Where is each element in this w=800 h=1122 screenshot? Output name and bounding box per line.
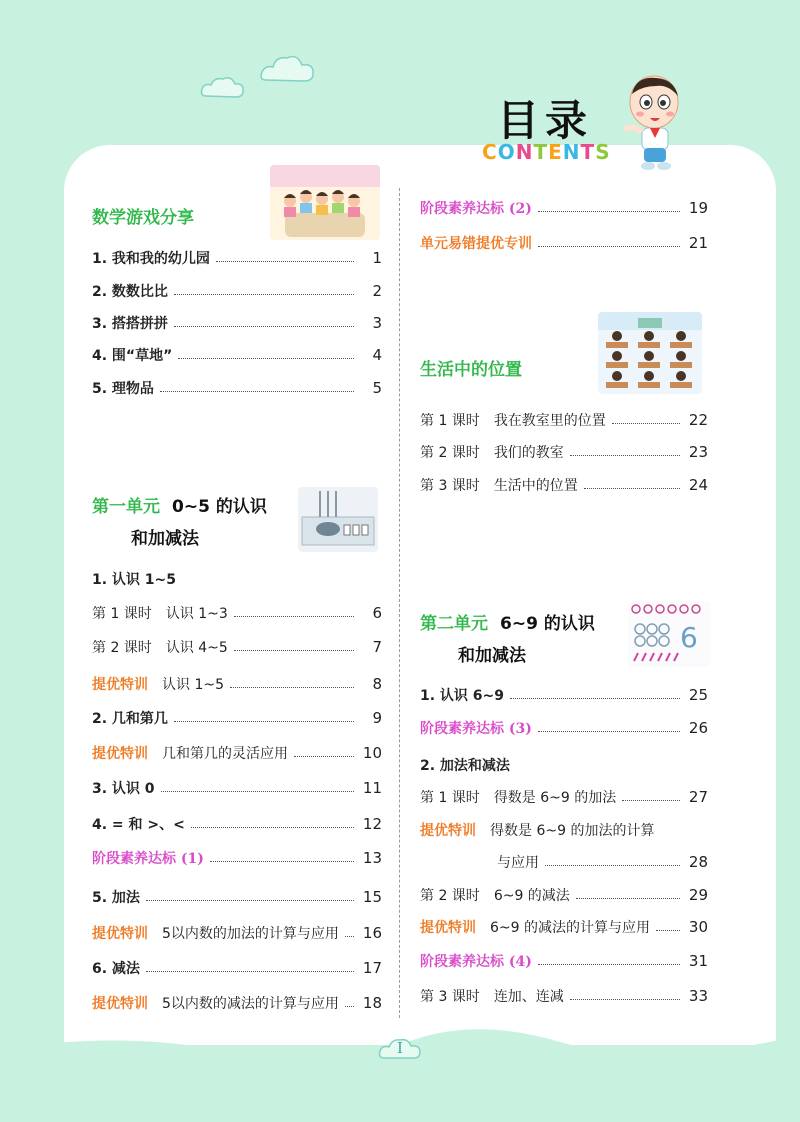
toc-row[interactable]: [420, 232, 708, 254]
page-number-badge: [378, 1036, 422, 1062]
leader-dots: [345, 936, 354, 937]
toc-row[interactable]: [92, 742, 382, 764]
leader-dots: [230, 687, 354, 688]
leader-dots: [216, 261, 354, 262]
lesson-tag: 第 2 课时: [420, 888, 480, 904]
toc-row[interactable]: [420, 786, 708, 808]
toc-label: 6~9 的减法的计算与应用: [490, 920, 650, 936]
toc-page: 29: [688, 886, 708, 904]
toc-row[interactable]: [92, 280, 382, 302]
toc-page: 10: [362, 744, 382, 762]
subtitle-letter: O: [497, 140, 516, 164]
toc-label: 4. 围“草地”: [92, 348, 173, 364]
leader-dots: [538, 731, 680, 732]
toc-page: 26: [688, 719, 708, 737]
toc-row[interactable]: [92, 922, 382, 944]
leader-dots: [570, 455, 680, 456]
toc-page: 17: [362, 959, 382, 977]
svg-text:6: 6: [680, 621, 698, 654]
leader-dots: [576, 898, 680, 899]
leader-dots: [234, 616, 354, 617]
toc-row[interactable]: [92, 707, 382, 729]
leader-dots: [146, 971, 354, 972]
toc-page: 2: [372, 282, 382, 300]
toc-page: 25: [688, 686, 708, 704]
toc-label: 2. 数数比比: [92, 284, 168, 300]
leader-dots: [538, 246, 680, 247]
toc-label: 2. 加法和减法: [420, 758, 510, 774]
leader-dots: [622, 800, 680, 801]
leader-dots: [538, 964, 680, 965]
toc-page: 5: [372, 379, 382, 397]
classroom-illustration: [598, 312, 702, 394]
toc-row[interactable]: [92, 777, 382, 799]
toc-page: 28: [688, 853, 708, 871]
toc-label: 几和第几的灵活应用: [162, 746, 288, 762]
toc-row[interactable]: [420, 441, 708, 463]
leader-dots: [210, 861, 354, 862]
toc-label: 得数是 6~9 的加法: [493, 790, 617, 806]
cloud-icon: [198, 72, 248, 102]
toc-page: 13: [362, 849, 382, 867]
toc-heading[interactable]: [92, 568, 382, 590]
leader-dots: [545, 865, 680, 866]
leader-dots: [656, 930, 680, 931]
toc-label: 3. 搭搭拼拼: [92, 316, 168, 332]
leader-dots: [584, 488, 680, 489]
toc-label: 3. 认识 0: [92, 781, 155, 797]
toc-page: 18: [362, 994, 382, 1012]
training-tag: 提优特训: [92, 746, 148, 762]
contents-subtitle: [482, 140, 611, 164]
unit-title-line2: 和加减法: [458, 646, 526, 666]
leader-dots: [612, 423, 680, 424]
toc-label: 认识 4~5: [165, 640, 228, 656]
page-title: 目录: [497, 96, 594, 145]
unit-subject: 6~9 的认识: [500, 614, 595, 634]
toc-label: 1. 我和我的幼儿园: [92, 251, 210, 267]
toc-row[interactable]: [420, 819, 708, 841]
leader-dots: [161, 791, 354, 792]
leader-dots: [538, 211, 680, 212]
section-title-math-games: 数学游戏分享: [92, 208, 194, 228]
toc-row[interactable]: [92, 813, 382, 835]
toc-row[interactable]: [92, 847, 382, 869]
lesson-tag: 第 2 课时: [420, 445, 480, 461]
training-tag: 提优特训: [92, 677, 148, 693]
section-title-position: 生活中的位置: [420, 360, 522, 380]
toc-label: 6~9 的减法: [493, 888, 570, 904]
toc-page: 21: [688, 234, 708, 252]
toc-page: 12: [362, 815, 382, 833]
subtitle-letter: T: [580, 140, 596, 164]
training-tag: 提优特训: [420, 920, 476, 936]
unit-title: [420, 609, 595, 634]
toc-label: 5. 理物品: [92, 381, 154, 397]
lollipop-counting-illustration: [628, 601, 710, 667]
leader-dots: [510, 698, 680, 699]
toc-label: 认识 1~3: [165, 606, 228, 622]
lesson-tag: 第 1 课时: [420, 790, 480, 806]
toc-label: 5以内数的减法的计算与应用: [162, 996, 339, 1012]
subtitle-letter: T: [533, 140, 549, 164]
toc-label: 5. 加法: [92, 890, 140, 906]
unit-title: [92, 492, 267, 517]
toc-row[interactable]: [420, 916, 708, 938]
subtitle-letter: N: [562, 140, 581, 164]
toc-row[interactable]: [420, 474, 708, 496]
toc-label: 4. = 和 >、<: [92, 817, 185, 833]
lesson-tag: 第 1 课时: [92, 606, 152, 622]
lesson-tag: 第 3 课时: [420, 478, 480, 494]
training-tag: 提优特训: [92, 926, 148, 942]
leader-dots: [146, 900, 354, 901]
toc-page: 3: [372, 314, 382, 332]
leader-dots: [191, 827, 354, 828]
unit-title-line2: 和加减法: [131, 529, 199, 549]
page-number: I: [397, 1039, 403, 1057]
toc-row[interactable]: [92, 886, 382, 908]
toc-page: 24: [688, 476, 708, 494]
subtitle-letter: S: [595, 140, 611, 164]
assessment-tag: 阶段素养达标 (2): [420, 201, 532, 217]
unit-number: 第二单元: [420, 614, 488, 634]
training-tag: 单元易错提优专训: [420, 236, 532, 252]
toc-label: 5以内数的加法的计算与应用: [162, 926, 339, 942]
lesson-tag: 第 2 课时: [92, 640, 152, 656]
toc-row[interactable]: [420, 409, 708, 431]
toc-label: 我在教室里的位置: [493, 413, 606, 429]
toc-row[interactable]: [92, 312, 382, 334]
toc-page: 9: [372, 709, 382, 727]
desk-illustration: [298, 487, 378, 552]
leader-dots: [174, 721, 354, 722]
toc-row[interactable]: [420, 950, 708, 972]
kindergarten-illustration: [270, 165, 380, 240]
assessment-tag: 阶段素养达标 (1): [92, 851, 204, 867]
toc-page: 23: [688, 443, 708, 461]
toc-label: 2. 几和第几: [92, 711, 168, 727]
assessment-tag: 阶段素养达标 (3): [420, 721, 532, 737]
toc-label: 连加、连减: [493, 989, 564, 1005]
toc-page: 27: [688, 788, 708, 806]
toc-page: 16: [362, 924, 382, 942]
toc-row[interactable]: [92, 377, 382, 399]
toc-page: 7: [372, 638, 382, 656]
toc-page: 30: [688, 918, 708, 936]
unit-subject: 0~5 的认识: [172, 497, 267, 517]
leader-dots: [234, 650, 354, 651]
toc-label: 得数是 6~9 的加法的计算: [490, 823, 655, 839]
column-divider: [399, 188, 400, 1018]
leader-dots: [294, 756, 354, 757]
toc-page: 33: [688, 987, 708, 1005]
toc-label: 6. 减法: [92, 961, 140, 977]
toc-label: 认识 1~5: [162, 677, 224, 693]
assessment-tag: 阶段素养达标 (4): [420, 954, 532, 970]
toc-page: 22: [688, 411, 708, 429]
toc-row[interactable]: [92, 247, 382, 269]
toc-label: 我们的教室: [493, 445, 564, 461]
toc-page: 6: [372, 604, 382, 622]
leader-dots: [174, 294, 354, 295]
leader-dots: [174, 326, 354, 327]
mascot-boy-icon: [612, 74, 692, 174]
toc-page: 15: [362, 888, 382, 906]
training-tag: 提优特训: [420, 823, 476, 839]
toc-page: 31: [688, 952, 708, 970]
toc-row[interactable]: [92, 957, 382, 979]
toc-row-continued[interactable]: [497, 851, 708, 873]
toc-row[interactable]: [92, 673, 382, 695]
toc-label: 1. 认识 1~5: [92, 572, 177, 588]
toc-page: 11: [362, 779, 382, 797]
toc-heading[interactable]: [420, 754, 708, 776]
toc-page: 19: [688, 199, 708, 217]
toc-row[interactable]: [92, 602, 382, 624]
toc-label: 1. 认识 6~9: [420, 688, 505, 704]
leader-dots: [160, 391, 354, 392]
toc-label: 与应用: [497, 855, 539, 871]
training-tag: 提优特训: [92, 996, 148, 1012]
toc-page: 8: [372, 675, 382, 693]
toc-row[interactable]: [420, 717, 708, 739]
unit-number: 第一单元: [92, 497, 160, 517]
subtitle-letter: N: [515, 140, 534, 164]
toc-page: 1: [372, 249, 382, 267]
toc-row[interactable]: [92, 636, 382, 658]
subtitle-letter: C: [482, 140, 498, 164]
toc-row[interactable]: [420, 197, 708, 219]
lesson-tag: 第 1 课时: [420, 413, 480, 429]
toc-row[interactable]: [92, 344, 382, 366]
toc-page: 4: [372, 346, 382, 364]
leader-dots: [178, 358, 354, 359]
subtitle-letter: E: [548, 140, 563, 164]
toc-row[interactable]: [420, 684, 708, 706]
toc-label: 生活中的位置: [493, 478, 578, 494]
cloud-icon: [258, 50, 318, 88]
lesson-tag: 第 3 课时: [420, 989, 480, 1005]
toc-row[interactable]: [420, 884, 708, 906]
